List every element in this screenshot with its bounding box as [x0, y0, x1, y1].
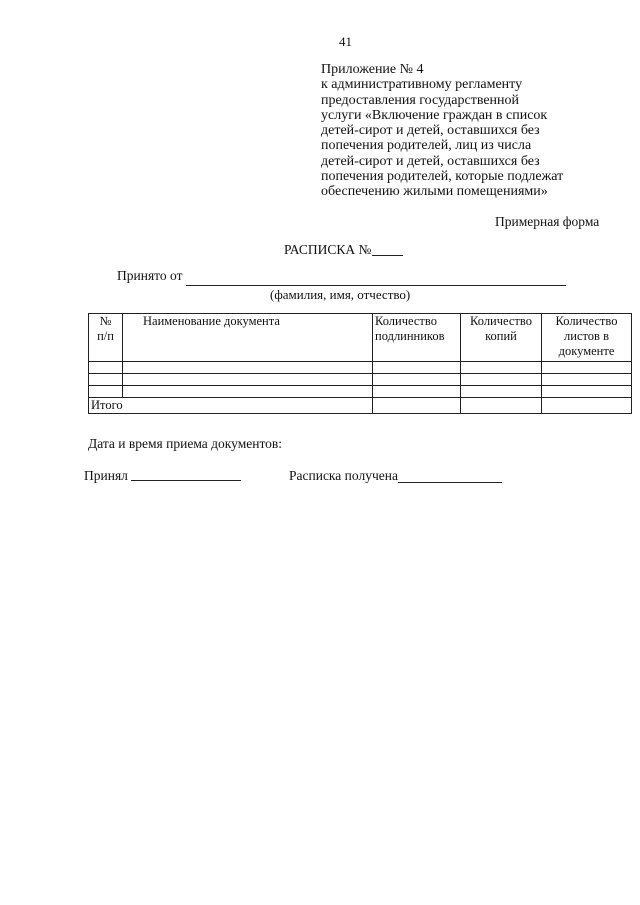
- table-cell[interactable]: [89, 362, 123, 374]
- table-row: [89, 374, 632, 386]
- accepted-by-label: Принял: [84, 468, 128, 483]
- table-cell[interactable]: [123, 374, 373, 386]
- table-cell[interactable]: [373, 362, 461, 374]
- table-cell[interactable]: [542, 362, 632, 374]
- page-number: 41: [339, 34, 352, 49]
- table-cell[interactable]: [461, 362, 542, 374]
- total-label: Итого: [89, 398, 373, 414]
- table-cell[interactable]: [542, 374, 632, 386]
- table-cell[interactable]: [373, 374, 461, 386]
- col-header-copies: Количество копий: [461, 314, 542, 362]
- table-row: [89, 386, 632, 398]
- col-header-sheets: Количество листов в документе: [542, 314, 632, 362]
- col-header-number: № п/п: [89, 314, 123, 362]
- table-cell[interactable]: [461, 398, 542, 414]
- appendix-heading: Приложение № 4 к административному регламенту предоставления государственной услуги «Включение граждан в список детей-сирот и детей, оставшихся без попечения родителей, лиц из числа детей-сирот и детей, оставшихся без попечения родителей, которые подлежат обеспечению жилыми помещениями»: [321, 62, 564, 200]
- table-cell[interactable]: [89, 386, 123, 398]
- receipt-title: РАСПИСКА №: [284, 242, 372, 257]
- table-cell[interactable]: [373, 398, 461, 414]
- accepted-by-field[interactable]: [131, 480, 241, 481]
- received-from-label: Принято от: [117, 268, 183, 283]
- receipt-number-blank[interactable]: [372, 255, 403, 256]
- date-time-label: Дата и время приема документов:: [88, 436, 283, 451]
- table-cell[interactable]: [461, 374, 542, 386]
- table-cell[interactable]: [123, 386, 373, 398]
- table-cell[interactable]: [89, 374, 123, 386]
- receipt-received-field[interactable]: [398, 482, 502, 483]
- fio-caption: (фамилия, имя, отчество): [270, 287, 411, 302]
- documents-table: [88, 313, 632, 414]
- received-from-field[interactable]: [186, 285, 566, 286]
- table-header-row: [89, 314, 632, 362]
- form-type-label: Примерная форма: [495, 214, 600, 229]
- table-cell[interactable]: [123, 362, 373, 374]
- table-cell[interactable]: [542, 398, 632, 414]
- table-cell[interactable]: [542, 386, 632, 398]
- receipt-received-label: Расписка получена: [289, 468, 398, 483]
- table-cell[interactable]: [373, 386, 461, 398]
- col-header-originals: Количество подлинников: [373, 314, 461, 362]
- table-row: [89, 362, 632, 374]
- table-total-row: [89, 398, 632, 414]
- table-cell[interactable]: [461, 386, 542, 398]
- col-header-doc-name: Наименование документа: [123, 314, 373, 362]
